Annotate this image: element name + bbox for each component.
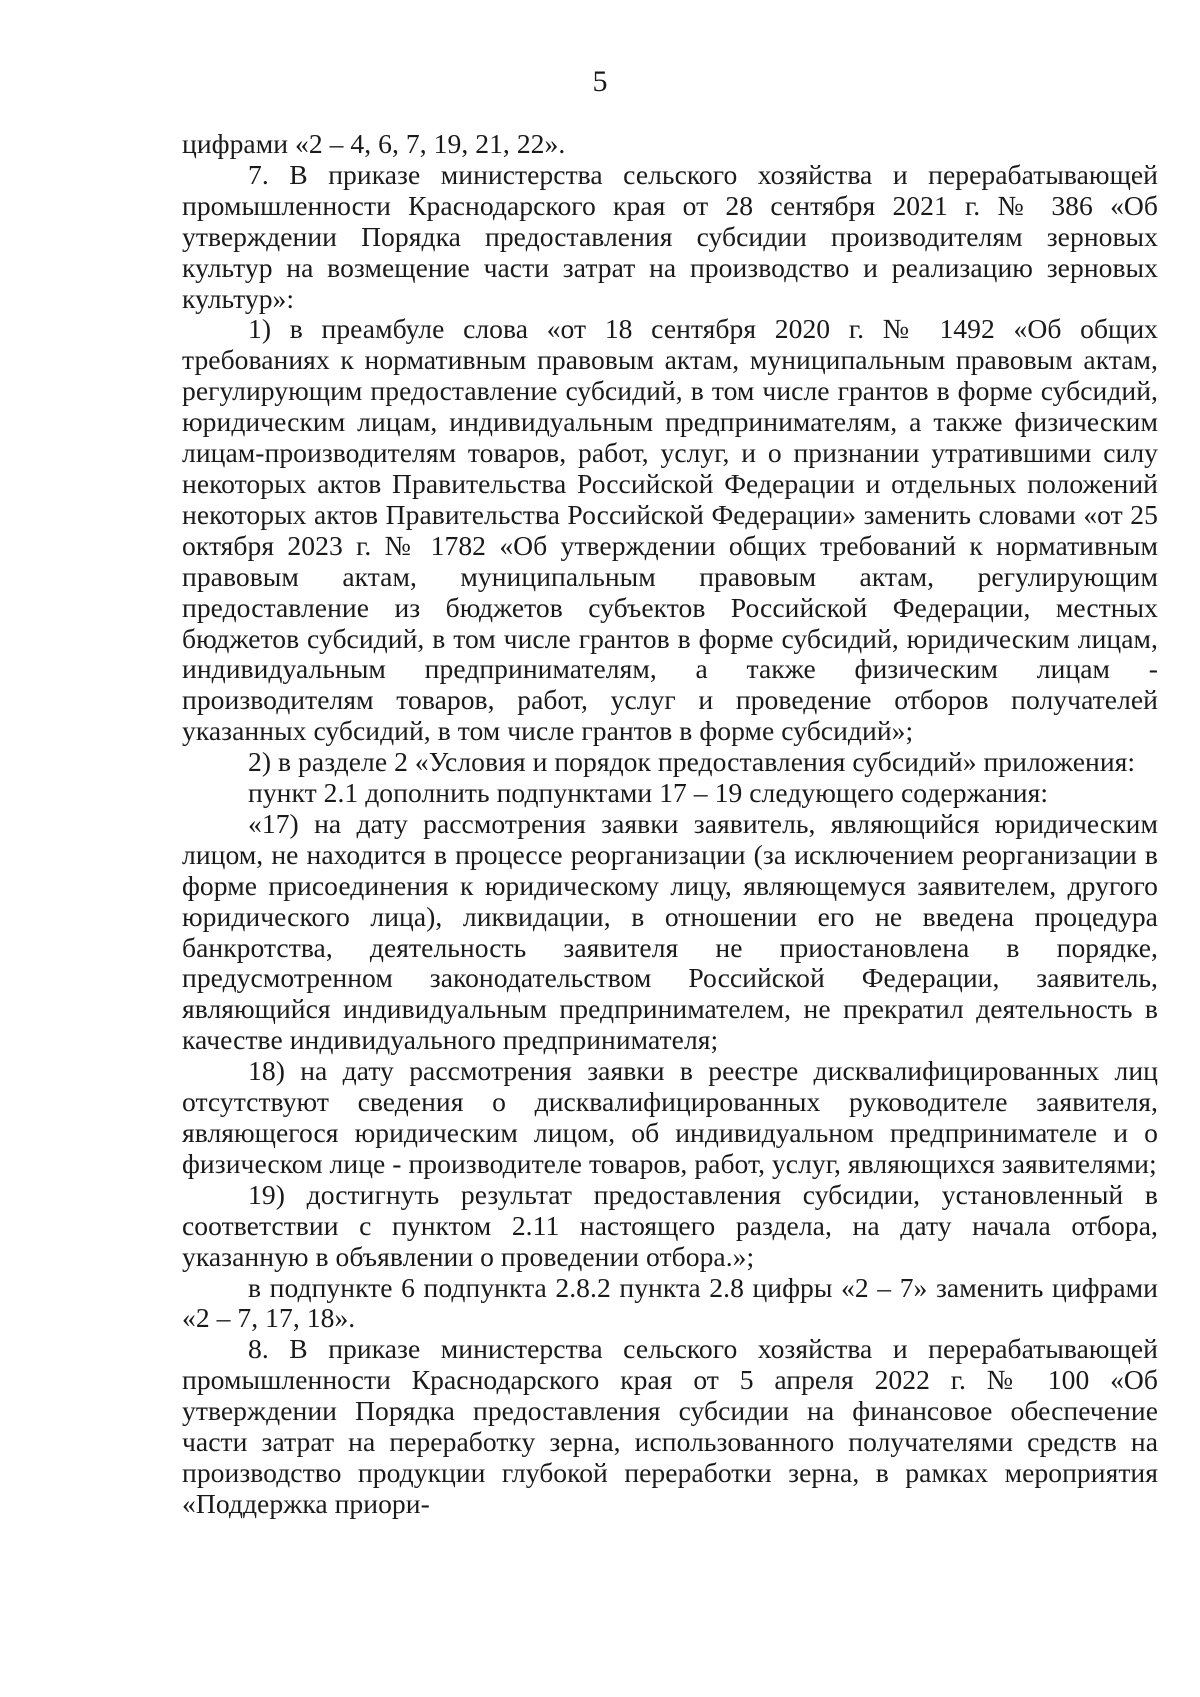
- paragraph-subpoint-6-change: в подпункте 6 подпункта 2.8.2 пункта 2.8 цифры «2 – 7» заменить цифрами «2 – 7, 17, 18».: [182, 1271, 1158, 1334]
- page-number: 5: [592, 65, 608, 98]
- paragraph-point-2-1: пункт 2.1 дополнить подпунктами 17 – 19 следующего содержания:: [248, 777, 1049, 809]
- paragraph-subpoint-17: «17) на дату рассмотрения заявки заявитель, являющийся юридическим лицом, не находится в процессе реорганизации (за исключением реорганизации в форме присоединения к юридическому лицу, являющемуся заявителем, другого юридического лица), ликвидации, в отношении его не введена процедура банкротства, деятельность заявителя не приостановлена в порядке, предусмотренном законодательством Российской Федерации, заявитель, являющийся индивидуальным предпринимателем, не прекратил деятельность в качестве индивидуального предпринимателя;: [182, 807, 1158, 1056]
- paragraph-subpoint-19: 19) достигнуть результат предоставления субсидии, установленный в соответствии с пунктом 2.11 настоящего раздела, на дату начала отбора, указанную в объявлении о проведении отбора.»;: [182, 1178, 1158, 1272]
- paragraph-item-7: 7. В приказе министерства сельского хозяйства и перерабатывающей промышленности Краснодарского края от 28 сентября 2021 г. № 386 «Об утверждении Порядка предоставления субсидии производителям зерновых культур на возмещение части затрат на производство и реализацию зерновых культур»:: [182, 158, 1158, 314]
- paragraph-continuation: цифрами «2 – 4, 6, 7, 19, 21, 22».: [182, 128, 566, 159]
- paragraph-subitem-2: 2) в разделе 2 «Условия и порядок предоставления субсидий» приложения:: [248, 746, 1136, 778]
- paragraph-item-8: 8. В приказе министерства сельского хозяйства и перерабатывающей промышленности Краснодарского края от 5 апреля 2022 г. № 100 «Об утверждении Порядка предоставления субсидии на финансовое обеспечение части затрат на переработку зерна, использованного получателями средств на производство продукции глубокой переработки зерна, в рамках мероприятия «Поддержка приори-: [182, 1333, 1158, 1519]
- document-body: [182, 129, 1158, 1520]
- paragraph-subpoint-18: 18) на дату рассмотрения заявки в реестре дисквалифицированных лиц отсутствуют сведения о дисквалифицированных руководителе заявителя, являющегося юридическим лицом, об индивидуальном предпринимателе и о физическом лице - производителе товаров, работ, услуг, являющихся заявителями;: [182, 1055, 1158, 1179]
- paragraph-subitem-1: 1) в преамбуле слова «от 18 сентября 2020 г. № 1492 «Об общих требованиях к нормативным правовым актам, муниципальным правовым актам, регулирующим предоставление субсидий, в том числе грантов в форме субсидий, юридическим лицам, индивидуальным предпринимателям, а также физическим лицам-производителям товаров, работ, услуг, и о признании утратившими силу некоторых актов Правительства Российской Федерации и отдельных положений некоторых актов Правительства Российской Федерации» заменить словами «от 25 октября 2023 г. № 1782 «Об утверждении общих требований к нормативным правовым актам, муниципальным правовым актам, регулирующим предоставление из бюджетов субъектов Российской Федерации, местных бюджетов субсидий, в том числе грантов в форме субсидий, юридическим лицам, индивидуальным предпринимателям, а также физическим лицам - производителям товаров, работ, услуг и проведение отборов получателей указанных субсидий, в том числе грантов в форме субсидий»;: [182, 313, 1158, 747]
